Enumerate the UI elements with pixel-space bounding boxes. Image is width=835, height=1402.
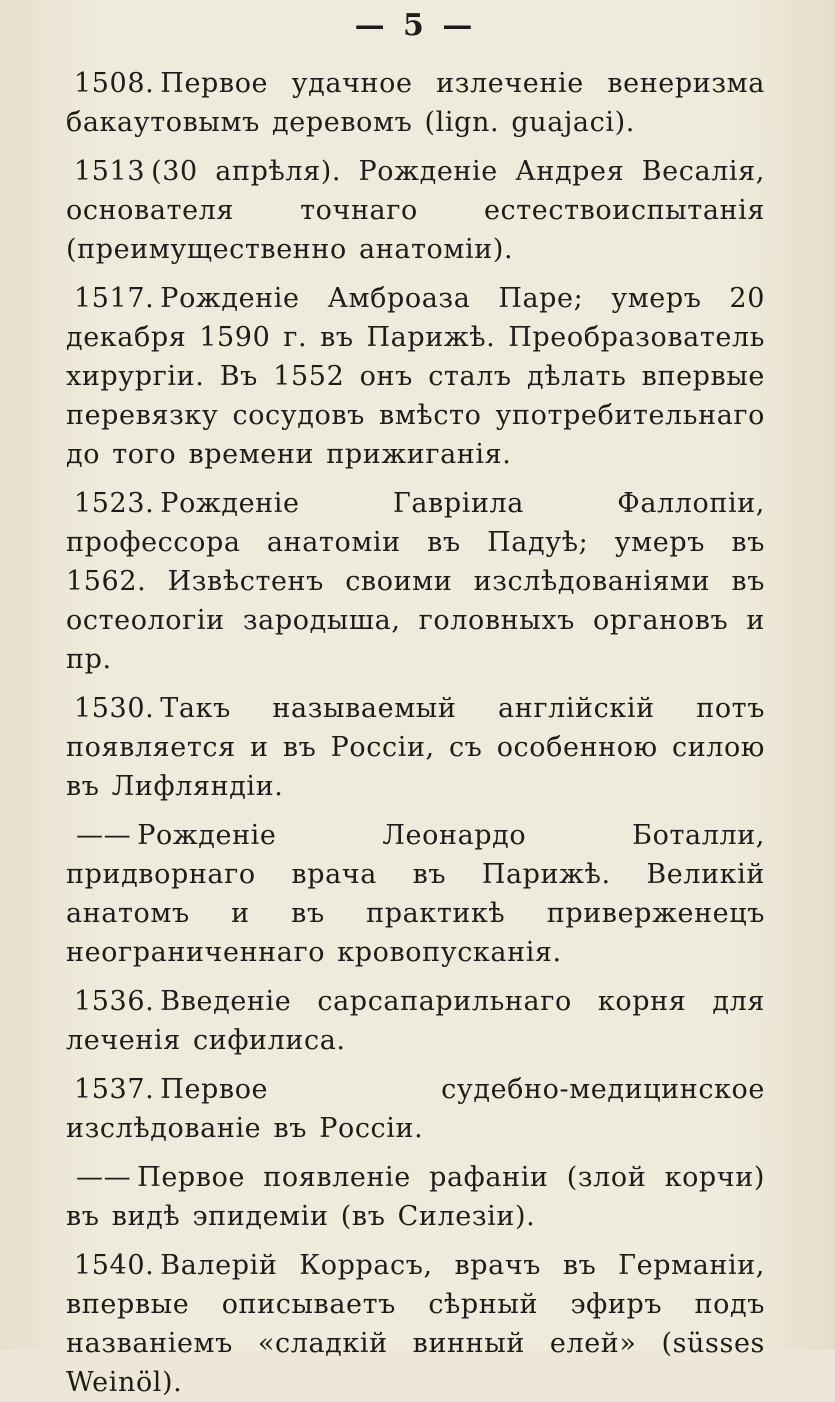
entry-text: Рожденіе Гавріила Фаллопіи, профессора анатоміи въ Падуѣ; умеръ въ 1562. Извѣстенъ своими изслѣдованіями въ остеологіи зародыша, головныхъ органовъ и пр. xyxy=(66,488,765,675)
entry-text: Валерій Коррасъ, врачъ въ Германіи, впервые описываетъ сѣрный эфиръ подъ названіемъ «сладкій винный елей» (süsses Weinöl). xyxy=(66,1250,765,1398)
entry-year: 1536. xyxy=(74,986,155,1017)
entry-text: Рожденіе Леонардо Боталли, придворнаго врача въ Парижѣ. Великій анатомъ и въ практикѣ приверженецъ неограниченнаго кровопусканія. xyxy=(66,820,765,968)
entry-dash: —— xyxy=(76,820,132,851)
entry-1508 xyxy=(66,64,765,142)
entry-year: 1517. xyxy=(74,283,155,314)
entry-text: Первое судебно-медицинское изслѣдованіе въ Россіи. xyxy=(66,1074,765,1144)
entry-1517 xyxy=(66,279,765,474)
entry-year: 1513 xyxy=(74,156,146,187)
entry-1530 xyxy=(66,689,765,806)
chronology-list xyxy=(66,64,765,1402)
entry-dash: —— xyxy=(76,1162,132,1193)
entry-year: 1508. xyxy=(74,68,155,99)
entry-year: 1537. xyxy=(74,1074,155,1105)
entry-1530-botalli xyxy=(66,816,765,972)
entry-text: Рожденіе Амброаза Паре; умеръ 20 декабря 1590 г. въ Парижѣ. Преобразователь хирургіи. Въ 1552 онъ сталъ дѣлать впервые перевязку сосудовъ вмѣсто употребительнаго до того времени прижиганія. xyxy=(66,283,765,470)
entry-1536 xyxy=(66,982,765,1060)
entry-1537 xyxy=(66,1070,765,1148)
page-number: — 5 — xyxy=(354,8,477,43)
entry-text: Первое появленіе рафаніи (злой корчи) въ видѣ эпидеміи (въ Силезіи). xyxy=(66,1162,765,1232)
entry-text: Введеніе сарсапарильнаго корня для леченія сифилиса. xyxy=(66,986,765,1056)
entry-text: Такъ называемый англійскій потъ появляется и въ Россіи, съ особенною силою въ Лифляндіи. xyxy=(66,693,765,802)
entry-text: (30 апрѣля). Рожденіе Андрея Весалія, основателя точнаго естествоиспытанія (преимущественно анатоміи). xyxy=(66,156,765,265)
entry-year: 1523. xyxy=(74,488,155,519)
entry-1540 xyxy=(66,1246,765,1402)
entry-1513 xyxy=(66,152,765,269)
entry-text: Первое удачное излеченіе венеризма бакаутовымъ деревомъ (lign. guajaci). xyxy=(66,68,765,138)
entry-1523 xyxy=(66,484,765,679)
entry-year: 1530. xyxy=(74,693,155,724)
entry-1537-raphania xyxy=(66,1158,765,1236)
entry-year: 1540. xyxy=(74,1250,155,1281)
